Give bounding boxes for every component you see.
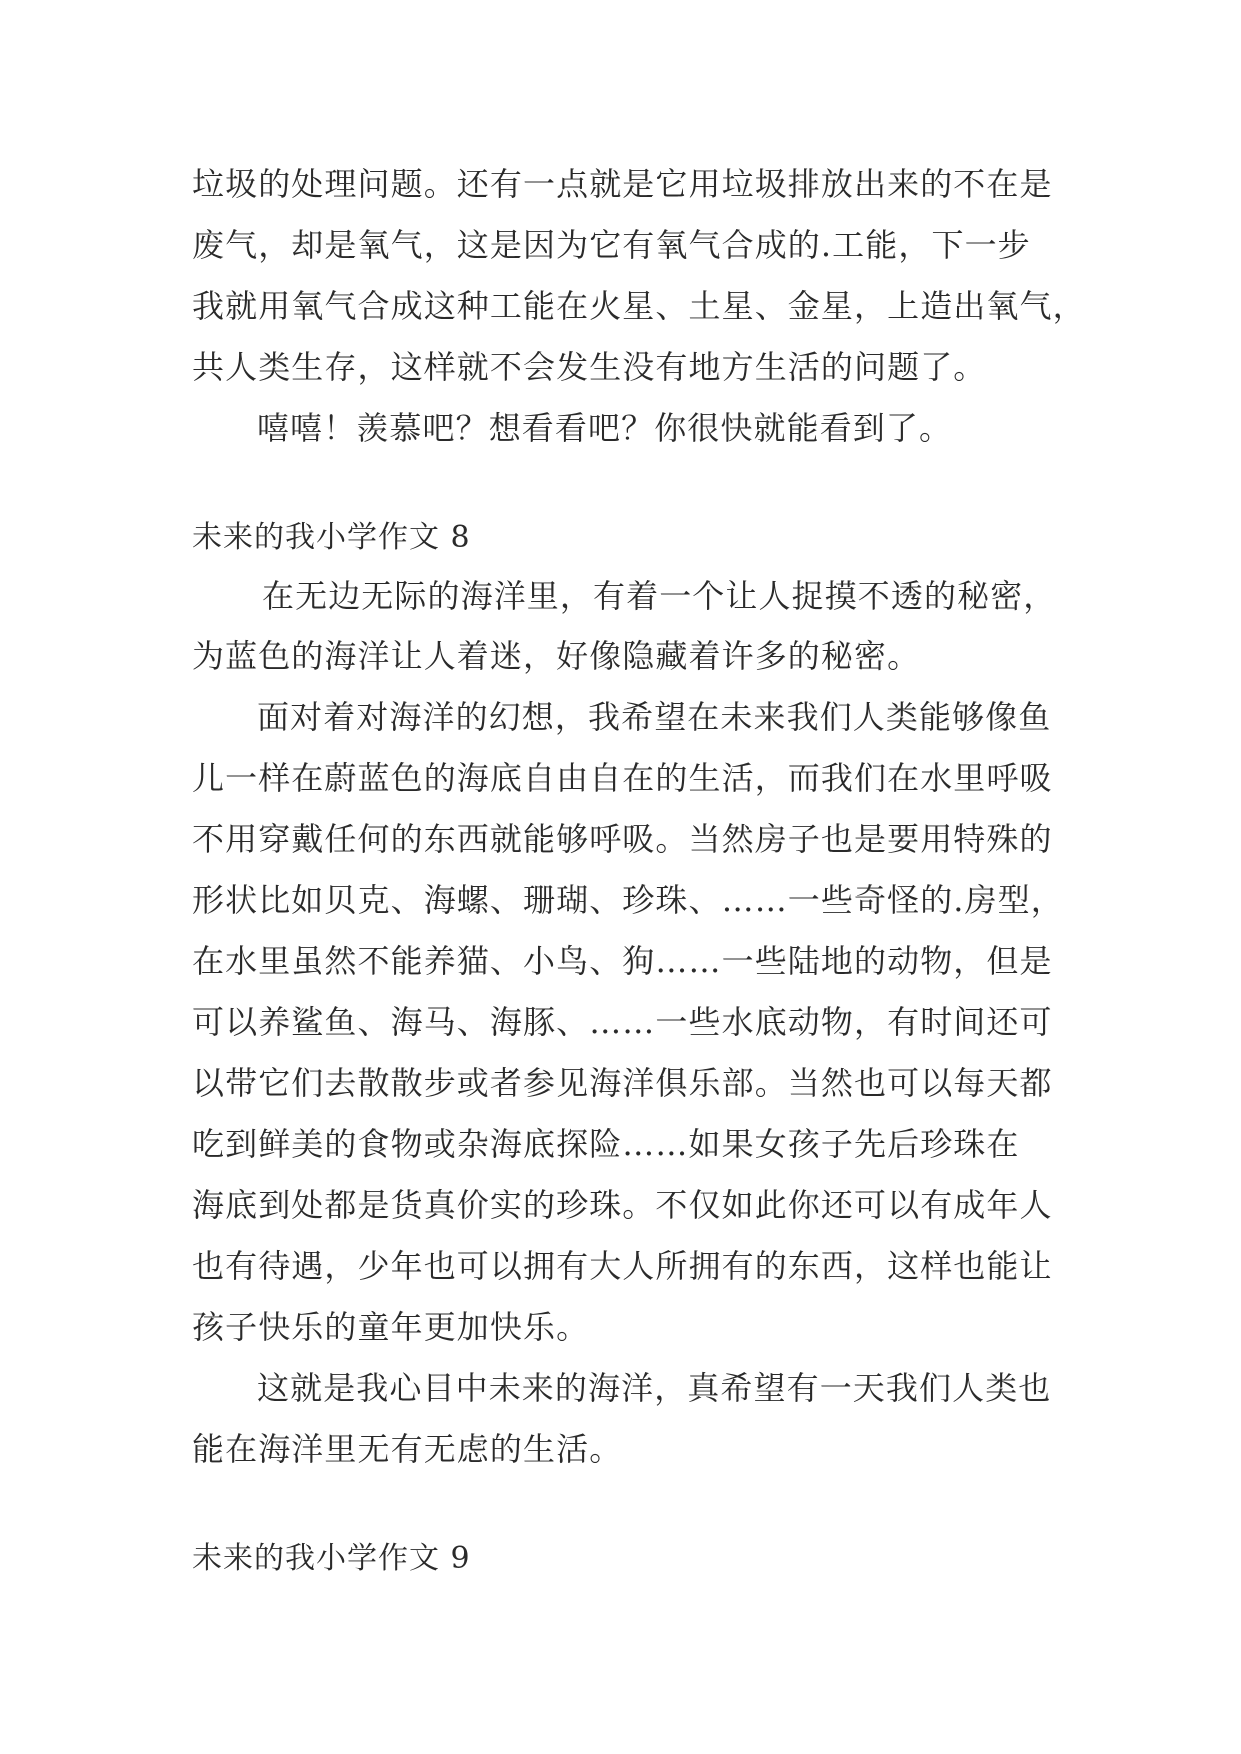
paragraph-line: 儿一样在蔚蓝色的海底自由自在的生活，而我们在水里呼吸	[192, 759, 1053, 797]
paragraph-line: 在无边无际的海洋里，有着一个让人捉摸不透的秘密，	[262, 577, 1057, 615]
paragraph-line: 在水里虽然不能养猫、小鸟、狗……一些陆地的动物，但是	[192, 942, 1053, 980]
essay-title: 未来的我小学作文 9	[192, 1541, 471, 1576]
paragraph-line: 这就是我心目中未来的海洋，真希望有一天我们人类也	[257, 1369, 1052, 1407]
paragraph-line: 废气，却是氧气，这是因为它有氧气合成的.工能，下一步	[192, 226, 1031, 264]
paragraph-line: 面对着对海洋的幻想，我希望在未来我们人类能够像鱼	[257, 698, 1052, 736]
closing-line: 嘻嘻！羡慕吧？想看看吧？你很快就能看到了。	[257, 409, 953, 447]
paragraph-line: 不用穿戴任何的东西就能够呼吸。当然房子也是要用特殊的	[192, 820, 1053, 858]
paragraph-line: 垃圾的处理问题。还有一点就是它用垃圾排放出来的不在是	[192, 165, 1053, 203]
paragraph-line: 我就用氧气合成这种工能在火星、土星、金星，上造出氧气，	[192, 287, 1086, 325]
paragraph-line: 为蓝色的海洋让人着迷，好像隐藏着许多的秘密。	[192, 637, 921, 675]
paragraph-line: 孩子快乐的童年更加快乐。	[192, 1308, 590, 1346]
paragraph-line: 形状比如贝克、海螺、珊瑚、珍珠、……一些奇怪的.房型，	[192, 881, 1064, 919]
paragraph-line: 共人类生存，这样就不会发生没有地方生活的问题了。	[192, 348, 987, 386]
paragraph-line: 可以养鲨鱼、海马、海豚、……一些水底动物，有时间还可	[192, 1003, 1053, 1041]
essay-title: 未来的我小学作文 8	[192, 520, 471, 555]
paragraph-line: 以带它们去散散步或者参见海洋俱乐部。当然也可以每天都	[192, 1064, 1053, 1102]
paragraph-line: 能在海洋里无有无虑的生活。	[192, 1430, 623, 1468]
paragraph-line: 也有待遇，少年也可以拥有大人所拥有的东西，这样也能让	[192, 1247, 1053, 1285]
paragraph-line: 吃到鲜美的食物或杂海底探险……如果女孩子先后珍珠在	[192, 1125, 1020, 1163]
paragraph-line: 海底到处都是货真价实的珍珠。不仅如此你还可以有成年人	[192, 1186, 1053, 1224]
